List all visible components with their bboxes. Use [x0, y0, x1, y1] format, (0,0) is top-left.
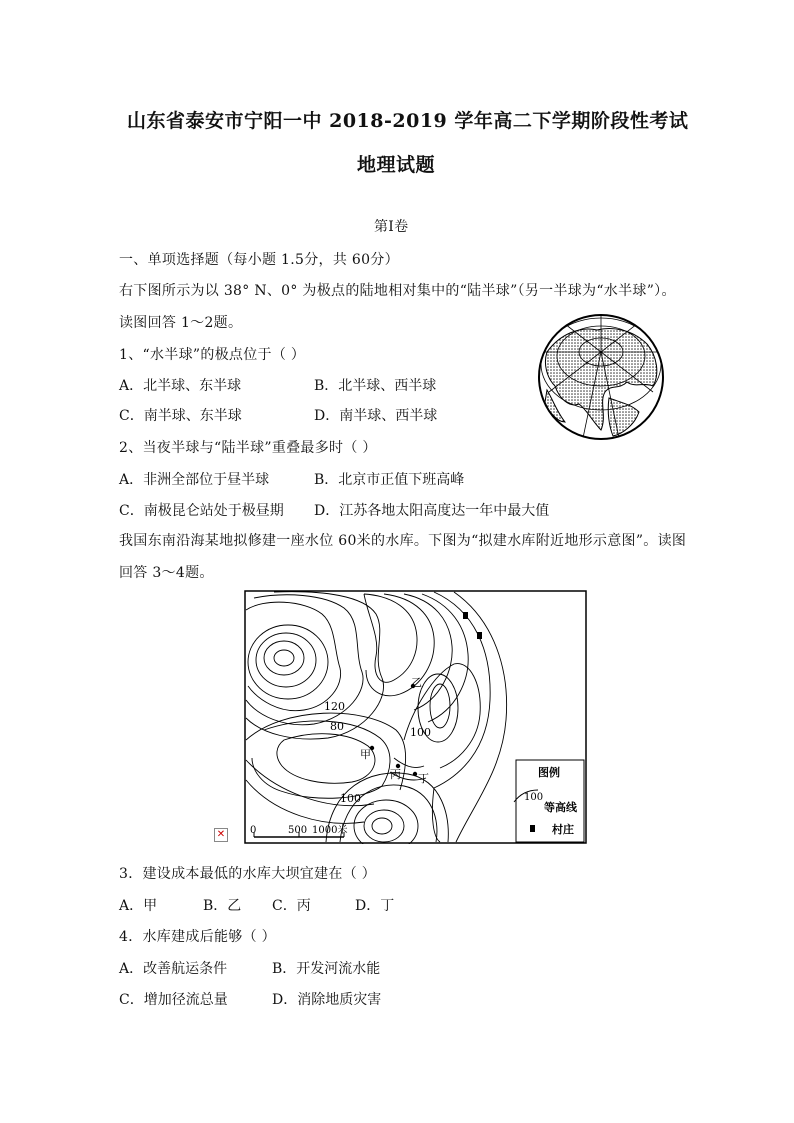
q1-option-b[interactable]: B．北半球、西半球: [314, 378, 437, 394]
legend-village-label: 村庄: [552, 823, 574, 836]
q1-option-c[interactable]: C．南半球、东半球: [119, 408, 242, 424]
page-subtitle: 地理试题: [357, 154, 436, 176]
q3-option-d[interactable]: D．丁: [355, 898, 395, 914]
point-ding-marker: [413, 772, 417, 776]
scale-end: 1000米: [312, 825, 348, 836]
page-title: 山东省泰安市宁阳一中 2018-2019 学年高二下学期阶段性考试: [127, 110, 689, 132]
label-jia: 甲: [360, 748, 371, 761]
legend-village-icon: [530, 825, 535, 832]
q2-option-d[interactable]: D．江苏各地太阳高度达一年中最大值: [314, 503, 550, 519]
contour-label-100-left: 100: [340, 792, 361, 805]
contour-label-100-right: 100: [410, 726, 431, 739]
part1-heading: 一、单项选择题（每小题 1.5分，共 60分）: [119, 252, 399, 268]
contour-label-80: 80: [330, 720, 344, 733]
q3-option-b[interactable]: B．乙: [203, 898, 242, 914]
q3-option-c[interactable]: C．丙: [272, 898, 311, 914]
contour-label-120: 120: [324, 700, 345, 713]
label-yi: 乙: [411, 676, 422, 689]
q4-option-d[interactable]: D．消除地质灾害: [272, 992, 382, 1008]
scale-zero: 0: [250, 825, 257, 836]
legend-title: 图例: [538, 766, 560, 779]
legend-contour-value: 100: [524, 792, 544, 803]
q4-option-c[interactable]: C．增加径流总量: [119, 992, 228, 1008]
question-2-stem: 2、当夜半球与“陆半球”重叠最多时（ ）: [119, 440, 377, 456]
part1-intro-line2: 读图回答 1～2题。: [119, 315, 243, 331]
q4-option-b[interactable]: B．开发河流水能: [272, 961, 381, 977]
village-marker: [477, 632, 482, 639]
question-4-stem: 4．水库建成后能够（ ）: [119, 929, 276, 945]
village-marker: [463, 612, 468, 619]
part1-intro-line1: 右下图所示为以 38° N、0° 为极点的陆地相对集中的“陆半球”（另一半球为“水半球”）。: [119, 283, 676, 299]
part2-intro-line1: 我国东南沿海某地拟修建一座水位 60米的水库。下图为“拟建水库附近地形示意图”。读图: [119, 533, 687, 549]
q2-option-b[interactable]: B．北京市正值下班高峰: [314, 472, 465, 488]
broken-image-icon: ✕: [214, 828, 228, 842]
q3-option-a[interactable]: A．甲: [119, 898, 158, 914]
scale-mid: 500: [288, 825, 308, 836]
land-hemisphere-globe-image: [535, 312, 667, 442]
q1-option-d[interactable]: D．南半球、西半球: [314, 408, 438, 424]
question-3-stem: 3．建设成本最低的水库大坝宜建在（ ）: [119, 866, 377, 882]
reservoir-contour-map: [244, 590, 587, 844]
q4-option-a[interactable]: A．改善航运条件: [119, 961, 228, 977]
label-bing: 丙: [390, 768, 401, 781]
question-1-stem: 1、“水半球”的极点位于（ ）: [119, 347, 306, 363]
map-legend: [514, 760, 584, 842]
part2-intro-line2: 回答 3～4题。: [119, 565, 214, 581]
q2-option-c[interactable]: C．南极昆仑站处于极昼期: [119, 503, 284, 519]
label-ding: 丁: [418, 772, 429, 785]
q1-option-a[interactable]: A．北半球、东半球: [119, 378, 242, 394]
section-label: 第Ⅰ卷: [374, 219, 409, 235]
q2-option-a[interactable]: A．非洲全部位于昼半球: [119, 472, 270, 488]
legend-contour-label: 等高线: [544, 801, 577, 814]
